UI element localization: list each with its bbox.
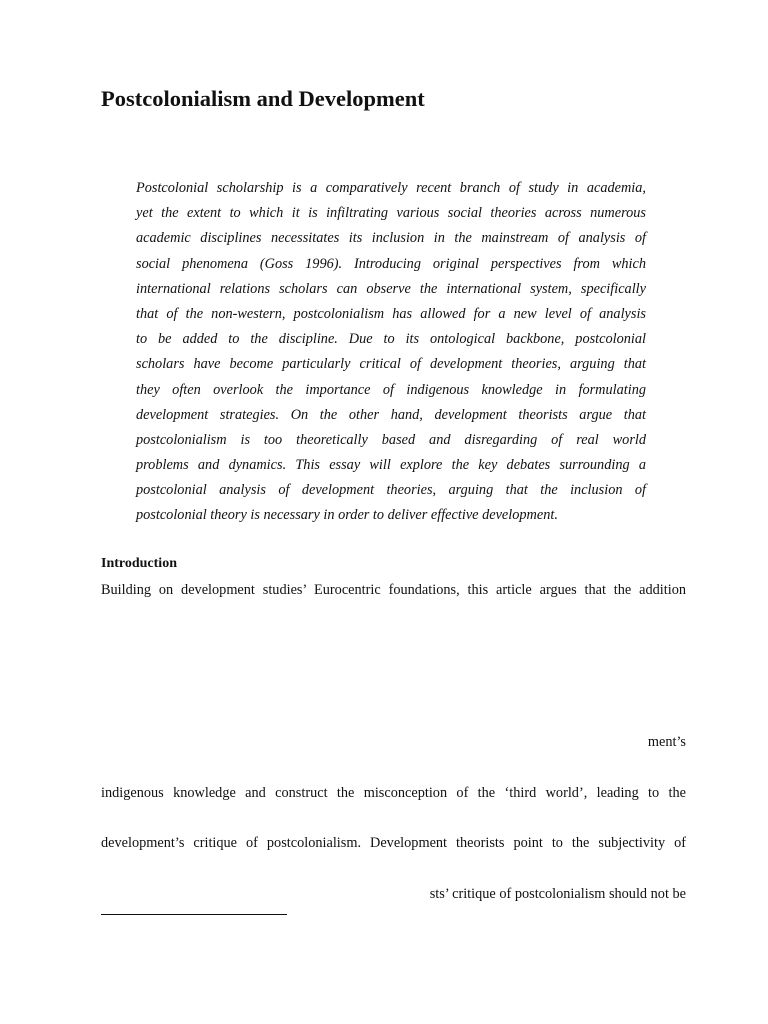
abstract-line: problems and dynamics. This essay will explore the key debates surrounding a bbox=[136, 457, 646, 474]
abstract-line: they often overlook the importance of indigenous knowledge in formulating bbox=[136, 381, 646, 398]
abstract-line: Postcolonial scholarship is a comparatively recent branch of study in academia, bbox=[136, 180, 646, 196]
abstract-line: postcolonial theory is necessary in order to deliver effective development. bbox=[136, 507, 558, 524]
body-line: Building on development studies’ Eurocentric foundations, this article argues that the addition bbox=[101, 582, 686, 598]
abstract-line: scholars have become particularly critical of development theories, arguing that bbox=[136, 356, 646, 373]
abstract-line: to be added to the discipline. Due to its ontological backbone, postcolonial bbox=[136, 331, 646, 348]
introduction-heading: Introduction bbox=[101, 556, 177, 571]
abstract-line: postcolonialism is too theoretically based and disregarding of real world bbox=[136, 431, 646, 448]
abstract-line: academic disciplines necessitates its inclusion in the mainstream of analysis of bbox=[136, 230, 646, 247]
abstract-line: yet the extent to which it is infiltrating various social theories across numerous bbox=[136, 205, 646, 222]
abstract-line: social phenomena (Goss 1996). Introducing original perspectives from which bbox=[136, 255, 646, 272]
abstract-line: development strategies. On the other hand, development theorists argue that bbox=[136, 406, 646, 423]
footnote-separator bbox=[101, 914, 287, 915]
abstract-line: international relations scholars can observe the international system, specifically bbox=[136, 280, 646, 297]
body-line: development’s critique of postcolonialism. Development theorists point to the subjectivity of bbox=[101, 835, 686, 851]
abstract-line: that of the non-western, postcolonialism has allowed for a new level of analysis bbox=[136, 305, 646, 322]
body-line: indigenous knowledge and construct the misconception of the ‘third world’, leading to the bbox=[101, 785, 686, 801]
abstract-line: postcolonial analysis of development theories, arguing that the inclusion of bbox=[136, 482, 646, 499]
document-title: Postcolonialism and Development bbox=[101, 86, 425, 111]
abstract bbox=[136, 176, 646, 529]
body-line: sts’ critique of postcolonialism should not be bbox=[429, 886, 686, 902]
body-line: ment’s bbox=[647, 734, 686, 750]
